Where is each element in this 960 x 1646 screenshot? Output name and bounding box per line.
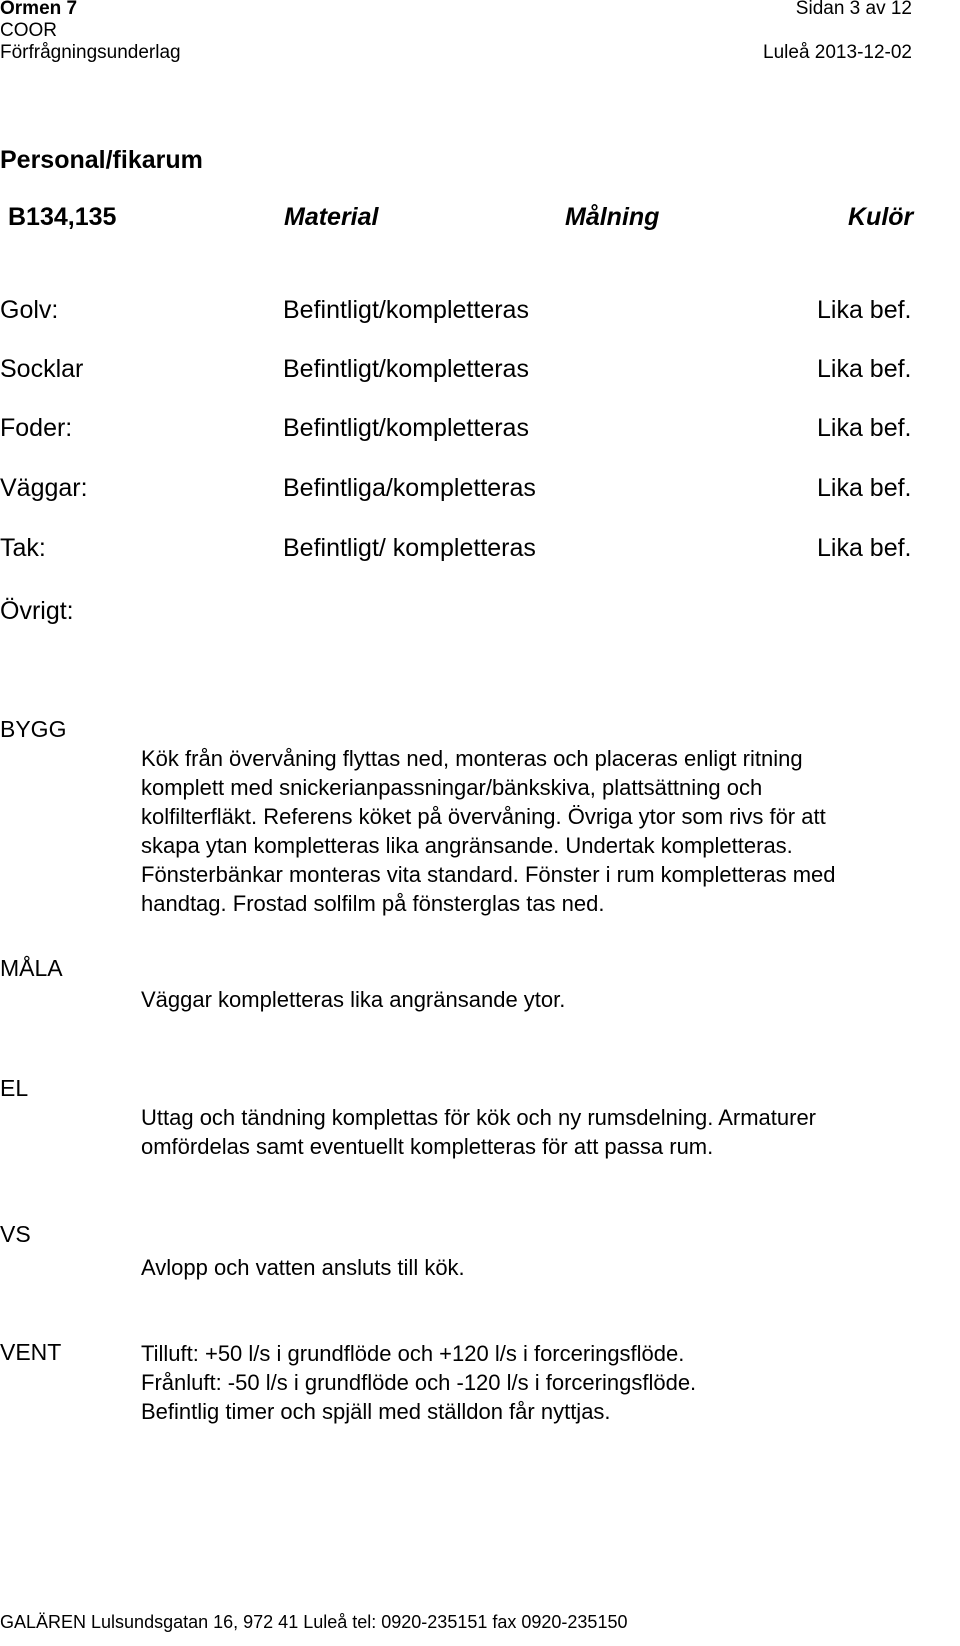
row-material: Befintligt/kompletteras xyxy=(283,414,529,442)
text-line: Tilluft: +50 l/s i grundflöde och +120 l/s i forceringsflöde. xyxy=(141,1341,685,1366)
column-material: Material xyxy=(284,203,379,231)
section-text-vs xyxy=(141,1253,960,1282)
section-label-el: EL xyxy=(0,1075,29,1101)
text-line: Uttag och tändning komplettas för kök och ny rumsdelning. Armaturer xyxy=(141,1105,817,1130)
row-color: Lika bef. xyxy=(817,414,912,442)
row-material: Befintligt/kompletteras xyxy=(283,355,529,383)
section-text-mala xyxy=(141,985,960,1014)
text-line: omfördelas samt eventuellt kompletteras för att passa rum. xyxy=(141,1134,714,1159)
header-page: Sidan 3 av 12 xyxy=(795,0,912,19)
text-line: skapa ytan kompletteras lika angränsande. Undertak kompletteras. xyxy=(141,833,793,858)
text-line: Kök från övervåning flyttas ned, monteras och placeras enligt ritning xyxy=(141,746,803,771)
room-number: B134,135 xyxy=(8,203,117,231)
row-color: Lika bef. xyxy=(817,474,912,502)
text-line: Fönsterbänkar monteras vita standard. Fönster i rum kompletteras med xyxy=(141,862,836,887)
section-label-vent: VENT xyxy=(0,1339,62,1365)
text-line: Väggar kompletteras lika angränsande ytor. xyxy=(141,987,566,1012)
row-color: Lika bef. xyxy=(817,296,912,324)
text-line: kolfilterfläkt. Referens köket på övervåning. Övriga ytor som rivs för att xyxy=(141,804,826,829)
header-company: COOR xyxy=(0,20,57,41)
column-color: Kulör xyxy=(848,203,914,231)
header-doctype: Förfrågningsunderlag xyxy=(0,42,181,63)
section-title: Personal/fikarum xyxy=(0,146,203,174)
row-label: Socklar xyxy=(0,355,84,383)
section-text-bygg xyxy=(141,744,960,918)
header-project: Ormen 7 xyxy=(0,0,78,19)
section-label-bygg: BYGG xyxy=(0,716,67,742)
row-label: Väggar: xyxy=(0,474,88,502)
row-color: Lika bef. xyxy=(817,355,912,383)
row-color: Lika bef. xyxy=(817,534,912,562)
text-line: Avlopp och vatten ansluts till kök. xyxy=(141,1255,465,1280)
row-material: Befintligt/ kompletteras xyxy=(283,534,536,562)
section-label-vs: VS xyxy=(0,1221,31,1247)
text-line: Befintlig timer och spjäll med ställdon får nyttjas. xyxy=(141,1399,611,1424)
section-text-el xyxy=(141,1103,960,1161)
text-line: Frånluft: -50 l/s i grundflöde och -120 l/s i forceringsflöde. xyxy=(141,1370,697,1395)
row-material: Befintligt/kompletteras xyxy=(283,296,529,324)
row-material: Befintliga/kompletteras xyxy=(283,474,536,502)
row-label: Foder: xyxy=(0,414,73,442)
column-paint: Målning xyxy=(565,203,660,231)
section-label-mala: MÅLA xyxy=(0,955,63,981)
footer-address: GALÄREN Lulsundsgatan 16, 972 41 Luleå tel: 0920-235151 fax 0920-235150 xyxy=(0,1612,628,1632)
other-label: Övrigt: xyxy=(0,597,74,625)
row-label: Golv: xyxy=(0,296,59,324)
text-line: handtag. Frostad solfilm på fönsterglas tas ned. xyxy=(141,891,605,916)
row-label: Tak: xyxy=(0,534,46,562)
section-text-vent xyxy=(141,1339,960,1426)
header-date: Luleå 2013-12-02 xyxy=(763,42,912,63)
text-line: komplett med snickerianpassningar/bänkskiva, plattsättning och xyxy=(141,775,763,800)
